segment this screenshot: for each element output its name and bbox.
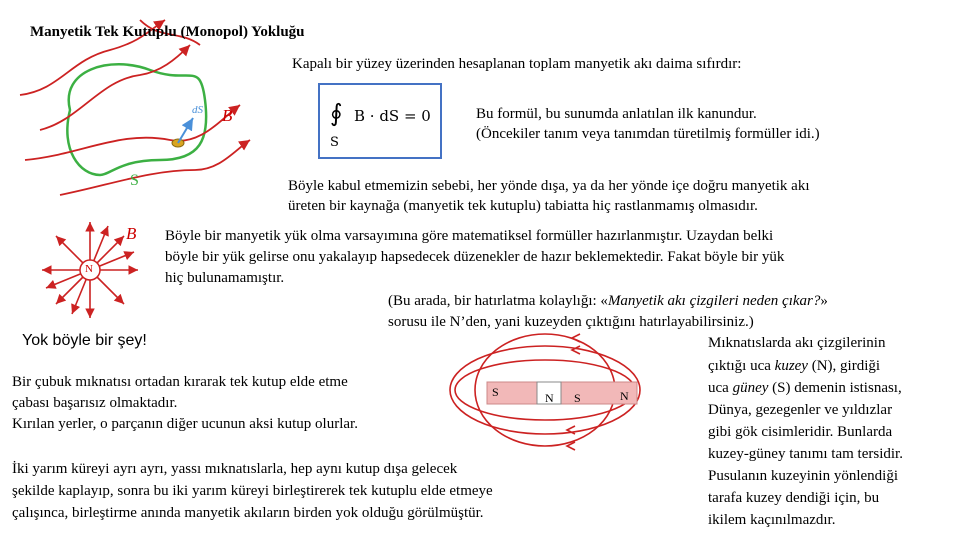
earth-9: ikilem kaçınılmazdır. <box>708 512 836 528</box>
earth-3a: uca <box>708 380 733 396</box>
search-2: böyle bir yük gelirse onu yakalayıp hapsedecek düzenekler de hazır beklemektedir. Fakat böyle bir yük <box>165 249 785 265</box>
earth-2-kuzey: kuzey <box>774 358 808 374</box>
formula-expression: B · dS = 0 <box>354 107 431 125</box>
earth-7: Pusulanın kuzeyinin yönlendiği <box>708 468 898 484</box>
dS-label: dS <box>192 104 203 116</box>
magnet-S-mid: S <box>574 391 581 405</box>
reason-2: üreten bir kaynağa (manyetik tek kutuplu) tabiatta hiç rastlanmamış olmasıdır. <box>288 198 758 214</box>
closed-surface <box>67 64 206 175</box>
bar-magnet-3: Kırılan yerler, o parçanın diğer ucunun aksi kutup olurlar. <box>12 416 358 432</box>
magnet-S-left: S <box>492 385 499 399</box>
integral-symbol: ∮ <box>330 99 343 127</box>
hemisphere-2: şekilde kaplayıp, sonra bu iki yarım küreyi birleştirerek tek kutuplu elde etmeye <box>12 483 493 499</box>
no-such-text: Yok böyle bir şey! <box>22 332 147 349</box>
search-3: hiç bulunamamıştır. <box>165 270 285 286</box>
earth-2b: (N), girdiği <box>807 358 881 374</box>
intro-text: Kapalı bir yüzey üzerinden hesaplanan toplam manyetik akı daima sıfırdır: <box>292 56 742 72</box>
earth-2 <box>708 356 880 376</box>
magnet-N-mid: N <box>545 391 554 405</box>
earth-3-guney: güney <box>732 380 769 396</box>
formula-subscript: S <box>330 135 339 150</box>
earth-3b: (S) demenin istisnası, <box>768 380 902 396</box>
hemisphere-3: çalışınca, birleştirme anında manyetik akıların birden yok olduğu görülmüştür. <box>12 505 484 521</box>
search-1: Böyle bir manyetik yük olma varsayımına göre matematiksel formüller hazırlanmıştır. Uzaydan belki <box>165 228 774 244</box>
field-line-4 <box>60 140 250 195</box>
earth-4: Dünya, gezegenler ve yıldızlar <box>708 402 893 418</box>
earth-1: Mıknatıslarda akı çizgilerinin <box>708 335 886 351</box>
field-line-2 <box>40 45 190 130</box>
hemisphere-1: İki yarım küreyi ayrı ayrı, yassı mıknatıslarla, hep aynı kutup dışa gelecek <box>12 461 458 477</box>
monopole-N: N <box>85 263 93 275</box>
earth-6: kuzey-güney tanımı tam tersidir. <box>708 446 903 462</box>
reminder-line-1 <box>388 291 828 311</box>
magnet-N-right: N <box>620 389 629 403</box>
reason-1: Böyle kabul etmemizin sebebi, her yönde dışa, ya da her yönde içe doğru manyetik akı <box>288 178 810 194</box>
surface-label-S: S <box>130 172 139 189</box>
earth-3 <box>708 378 902 398</box>
earth-5: gibi gök cisimleridir. Bunlarda <box>708 424 893 440</box>
reminder-question: Manyetik akı çizgileri neden çıkar? <box>607 293 821 309</box>
reminder-suffix: » <box>820 293 828 309</box>
formula-note-2: (Öncekiler tanım veya tanımdan türetilmiş formüller idi.) <box>476 126 820 142</box>
bar-magnet-2: çabası başarısız olmaktadır. <box>12 395 178 411</box>
field-line-3 <box>25 105 240 160</box>
bar-magnet-1: Bir çubuk mıknatısı ortadan kırarak tek kutup elde etme <box>12 374 348 390</box>
reminder-line-2: sorusu ile N’den, yani kuzeyden çıktığını hatırlayabilirsiniz.) <box>388 314 754 330</box>
slide-title: Manyetik Tek Kutuplu (Monopol) Yokluğu <box>30 24 305 40</box>
earth-8: tarafa kuzey dendiği için, bu <box>708 490 880 506</box>
formula-note-1: Bu formül, bu sunumda anlatılan ilk kanundur. <box>476 106 757 122</box>
reminder-prefix: (Bu arada, bir hatırlatma kolaylığı: « <box>388 293 608 309</box>
B-label-monopole: B <box>126 224 137 243</box>
B-label-top: B <box>222 106 233 125</box>
closed-surface-diagram <box>20 20 250 195</box>
formula-box <box>318 83 442 159</box>
earth-2a: çıktığı uca <box>708 358 775 374</box>
